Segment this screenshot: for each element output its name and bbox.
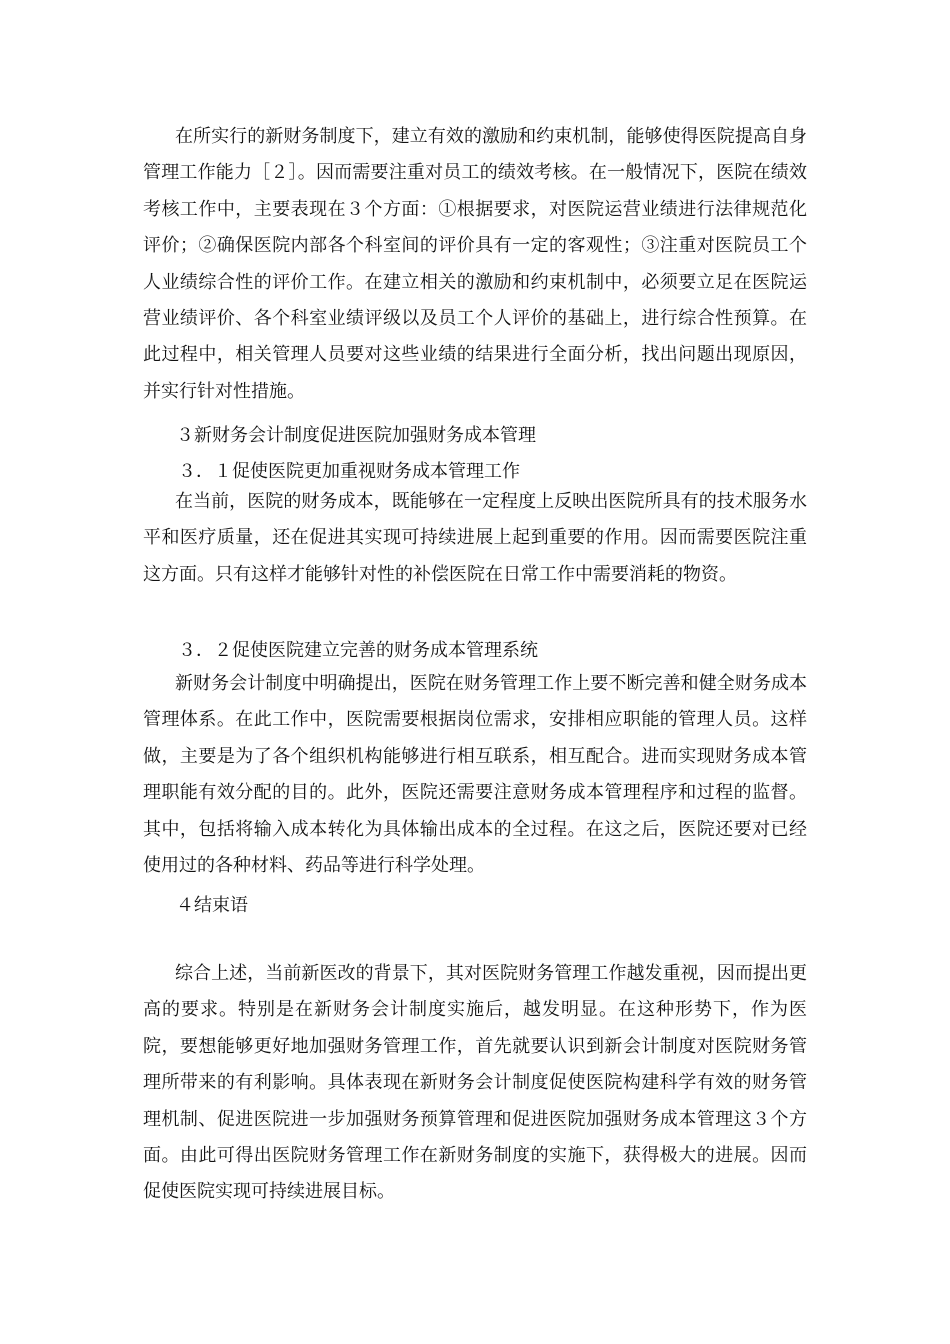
- paragraph-conclusion: 综合上述，当前新医改的背景下，其对医院财务管理工作越发重视，因而提出更高的要求。特别是在新财务会计制度实施后，越发明显。在这种形势下，作为医院，要想能够更好地加强财务管理工作，首先就要认识到新会计制度对医院财务管理所带来的有利影响。具体表现在新财务会计制度促使医院构建科学有效的财务管理机制、促进医院进一步加强财务预算管理和促进医院加强财务成本管理这３个方面。由此可得出医院财务管理工作在新财务制度的实施下，获得极大的进展。因而促使医院实现可持续进展目标。: [143, 963, 807, 1203]
- subsection-heading-3-1: ３．１促使医院更加重视财务成本管理工作: [178, 461, 520, 482]
- section-heading-3: ３新财务会计制度促进医院加强财务成本管理: [176, 425, 536, 446]
- paragraph-cost-system: 新财务会计制度中明确提出，医院在财务管理工作上要不断完善和健全财务成本管理体系。在此工作中，医院需要根据岗位需求，安排相应职能的管理人员。这样做，主要是为了各个组织机构能够进行相互联系，相互配合。进而实现财务成本管理职能有效分配的目的。此外，医院还需要注意财务成本管理程序和过程的监督。其中，包括将输入成本转化为具体输出成本的全过程。在这之后，医院还要对已经使用过的各种材料、药品等进行科学处理。: [143, 673, 807, 877]
- paragraph-cost-importance: 在当前，医院的财务成本，既能够在一定程度上反映出医院所具有的技术服务水平和医疗质量，还在促进其实现可持续进展上起到重要的作用。因而需要医院注重这方面。只有这样才能够针对性的补偿医院在日常工作中需要消耗的物资。: [143, 491, 807, 585]
- subsection-heading-3-2: ３．２促使医院建立完善的财务成本管理系统: [178, 640, 538, 661]
- paragraph-incentive-mechanism: 在所实行的新财务制度下，建立有效的激励和约束机制，能够使得医院提高自身管理工作能力［２］。因而需要注重对员工的绩效考核。在一般情况下，医院在绩效考核工作中，主要表现在３个方面：①根据要求，对医院运营业绩进行法律规范化评价；②确保医院内部各个科室间的评价具有一定的客观性；③注重对医院员工个人业绩综合性的评价工作。在建立相关的激励和约束机制中，必须要立足在医院运营业绩评价、各个科室业绩评级以及员工个人评价的基础上，进行综合性预算。在此过程中，相关管理人员要对这些业绩的结果进行全面分析，找出问题出现原因，并实行针对性措施。: [143, 126, 807, 402]
- section-heading-4: ４结束语: [176, 895, 248, 916]
